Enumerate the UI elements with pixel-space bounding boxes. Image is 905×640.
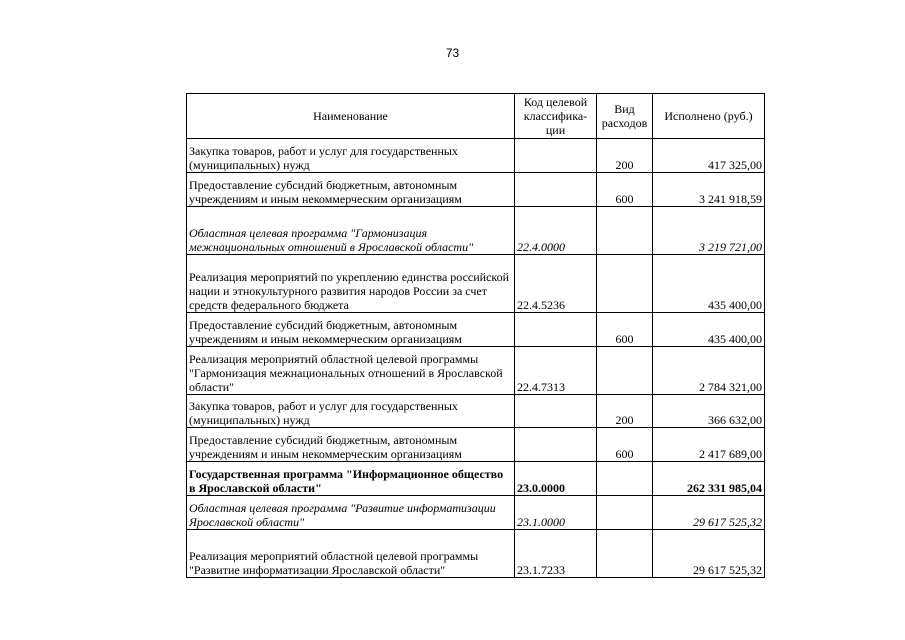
row-kind <box>597 207 653 255</box>
row-name: Реализация мероприятий по укреплению единства российской нации и этнокультурного развития народов России за счет средств федерального бюджета <box>187 255 515 313</box>
row-name: Закупка товаров, работ и услуг для государственных (муниципальных) нужд <box>187 395 515 428</box>
row-name: Реализация мероприятий областной целевой программы "Развитие информатизации Ярославской области" <box>187 530 515 578</box>
row-kind <box>597 462 653 496</box>
header-kind: Вид расходов <box>597 94 653 139</box>
table-row <box>187 347 765 395</box>
table-row <box>187 255 765 313</box>
row-sum: 262 331 985,04 <box>653 462 765 496</box>
row-name: Предоставление субсидий бюджетным, автономным учреждениям и иным некоммерческим организациям <box>187 173 515 207</box>
row-sum: 2 784 321,00 <box>653 347 765 395</box>
row-name: Закупка товаров, работ и услуг для государственных (муниципальных) нужд <box>187 139 515 173</box>
table-row <box>187 496 765 530</box>
row-kind: 600 <box>597 173 653 207</box>
table-row <box>187 139 765 173</box>
row-code: 23.0.0000 <box>515 462 597 496</box>
row-sum: 435 400,00 <box>653 255 765 313</box>
row-name: Предоставление субсидий бюджетным, автономным учреждениям и иным некоммерческим организациям <box>187 313 515 347</box>
row-code <box>515 173 597 207</box>
row-code: 23.1.0000 <box>515 496 597 530</box>
row-kind: 600 <box>597 428 653 462</box>
row-sum: 29 617 525,32 <box>653 530 765 578</box>
row-code <box>515 395 597 428</box>
row-code: 22.4.0000 <box>515 207 597 255</box>
page-number: 73 <box>445 46 460 60</box>
table-row <box>187 462 765 496</box>
row-code: 22.4.5236 <box>515 255 597 313</box>
row-code <box>515 313 597 347</box>
row-code: 22.4.7313 <box>515 347 597 395</box>
table-row <box>187 173 765 207</box>
row-sum: 29 617 525,32 <box>653 496 765 530</box>
row-code <box>515 139 597 173</box>
row-kind: 200 <box>597 139 653 173</box>
row-name: Предоставление субсидий бюджетным, автономным учреждениям и иным некоммерческим организациям <box>187 428 515 462</box>
row-kind: 600 <box>597 313 653 347</box>
row-kind <box>597 347 653 395</box>
table-header-row <box>187 94 765 139</box>
row-kind <box>597 496 653 530</box>
row-kind: 200 <box>597 395 653 428</box>
header-sum: Исполнено (руб.) <box>653 94 765 139</box>
row-code: 23.1.7233 <box>515 530 597 578</box>
row-sum: 417 325,00 <box>653 139 765 173</box>
table-row <box>187 313 765 347</box>
header-code: Код целевой классифика-ции <box>515 94 597 139</box>
table-row <box>187 395 765 428</box>
row-kind <box>597 530 653 578</box>
row-name: Реализация мероприятий областной целевой программы "Гармонизация межнациональных отношений в Ярославской области" <box>187 347 515 395</box>
row-sum: 3 241 918,59 <box>653 173 765 207</box>
budget-execution-table <box>186 93 765 578</box>
header-name: Наименование <box>187 94 515 139</box>
row-name: Государственная программа "Информационное общество в Ярославской области" <box>187 462 515 496</box>
row-sum: 3 219 721,00 <box>653 207 765 255</box>
table-row <box>187 530 765 578</box>
row-name: Областная целевая программа "Развитие информатизации Ярославской области" <box>187 496 515 530</box>
row-sum: 2 417 689,00 <box>653 428 765 462</box>
row-sum: 435 400,00 <box>653 313 765 347</box>
row-sum: 366 632,00 <box>653 395 765 428</box>
table-row <box>187 207 765 255</box>
row-name: Областная целевая программа "Гармонизация межнациональных отношений в Ярославской области" <box>187 207 515 255</box>
row-kind <box>597 255 653 313</box>
table-row <box>187 428 765 462</box>
row-code <box>515 428 597 462</box>
